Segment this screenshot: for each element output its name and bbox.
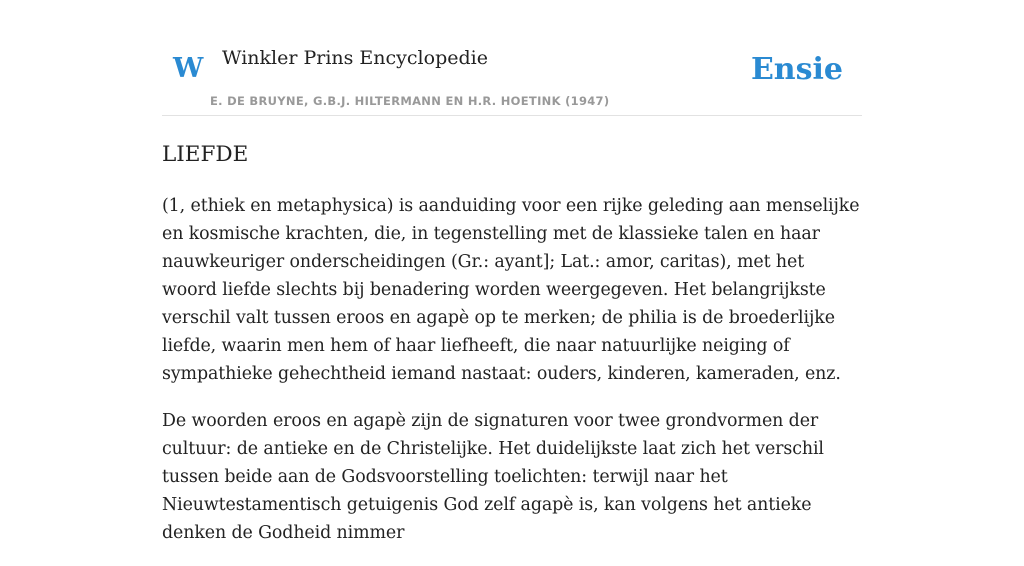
entry-title: LIEFDE [162, 142, 249, 167]
entry-paragraph: (1, ethiek en metaphysica) is aanduiding voor een rijke geleding aan menselijke en kosmische krachten, die, in tegenstelling met de klassieke talen en haar nauwkeuriger onderscheidingen (Gr.: ayant]; Lat.: amor, caritas), met het woord liefde slechts bij benadering worden weergegeven. Het belangrijkste verschil valt tussen eroos en agapè op te merken; de philia is de broederlijke liefde, waarin men hem of haar liefheeft, die naar natuurlijke neiging of sympathieke gehechtheid iemand nastaat: ouders, kinderen, kameraden, enz. [162, 196, 860, 384]
site-logo[interactable]: W [173, 53, 204, 84]
brand-logo[interactable]: Ensie [750, 52, 843, 87]
site-header [162, 0, 862, 116]
page [162, 0, 862, 543]
entry-paragraph: De woorden eroos en agapè zijn de signaturen voor twee grondvormen der cultuur: de antieke en de Christelijke. Het duidelijkste laat zich het verschil tussen beide aan de Godsvoorstelling toelichten: terwijl naar het Nieuwtestamentisch getuigenis God zelf agapè is, kan volgens het antieke denken de Godheid nimmer [162, 411, 824, 543]
entry-body [162, 192, 862, 566]
encyclopedia-authors: E. DE BRUYNE, G.B.J. HILTERMANN EN H.R. HOETINK (1947) [210, 94, 610, 108]
encyclopedia-title[interactable]: Winkler Prins Encyclopedie [222, 47, 488, 69]
